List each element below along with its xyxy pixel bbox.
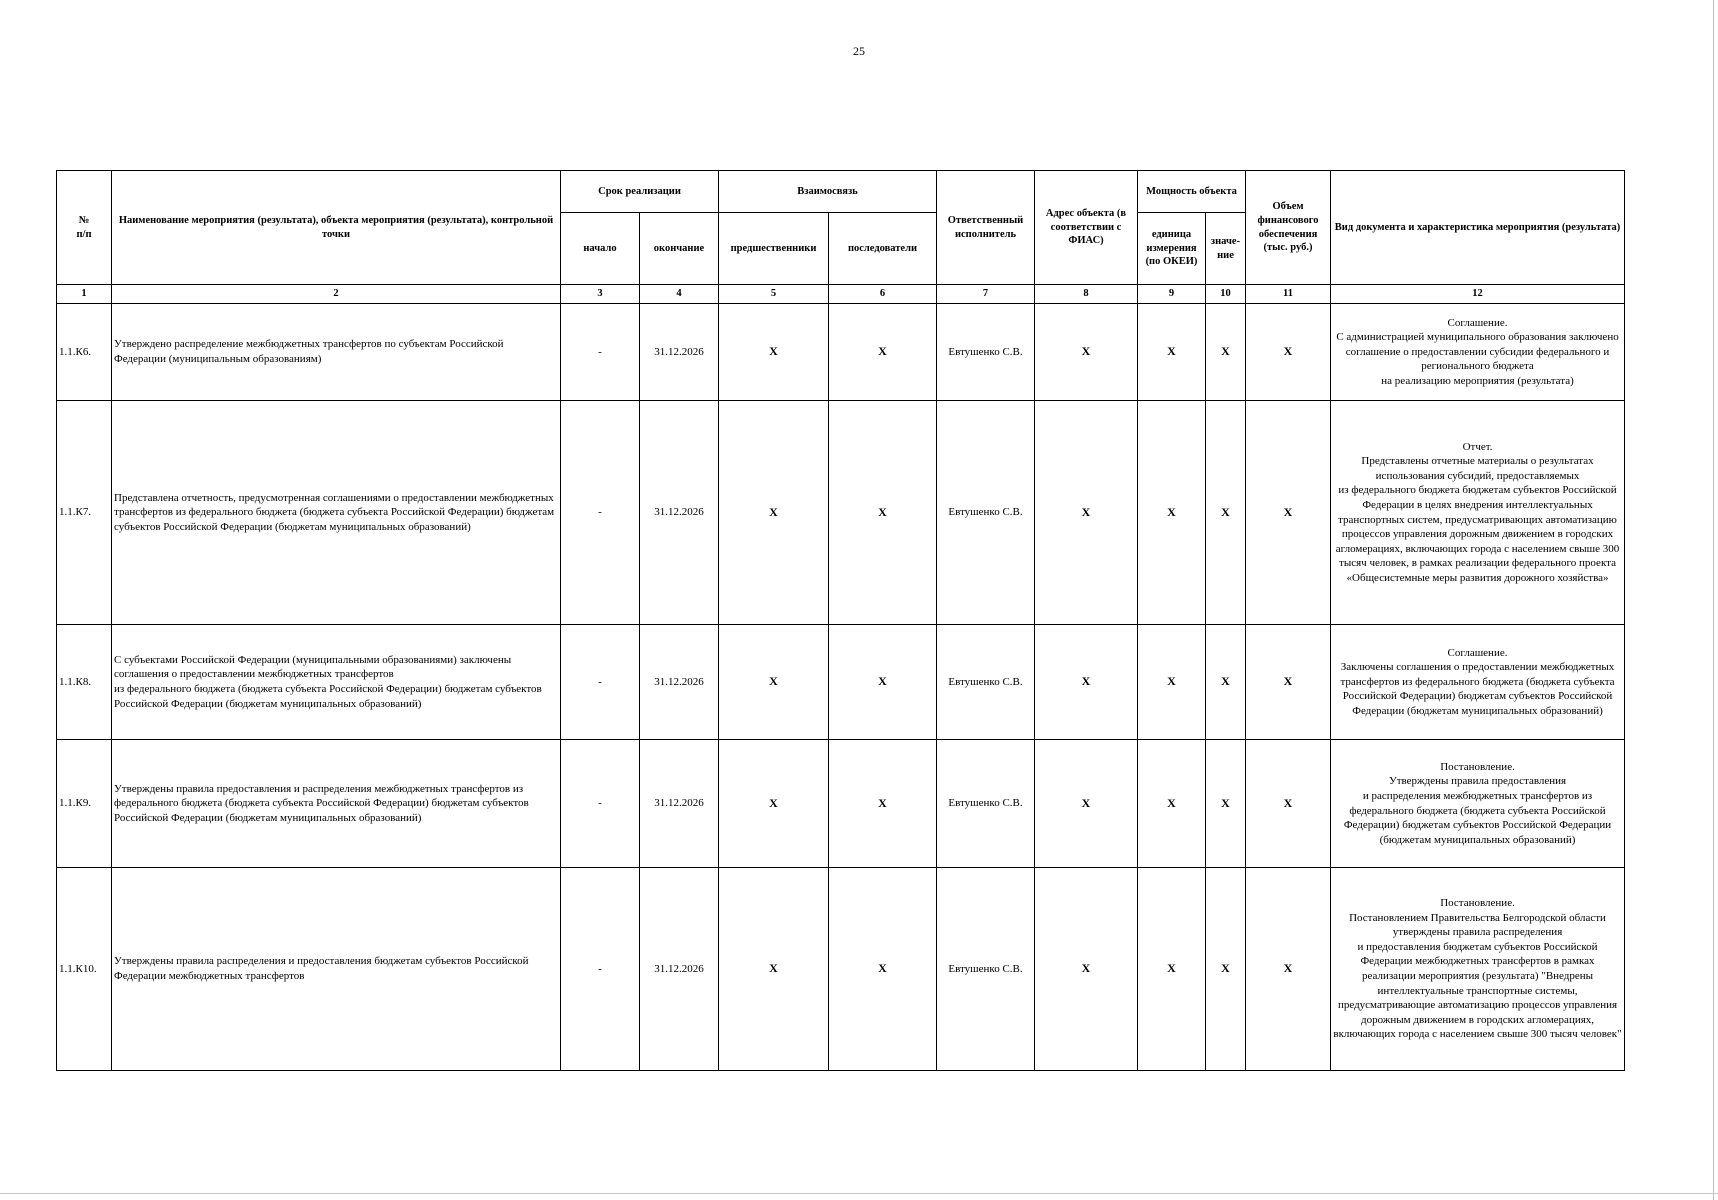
sheet-edge [1713, 0, 1714, 1200]
row-name: Представлена отчетность, предусмотренная соглашениями о предоставлении межбюджетных трансфертов из федерального бюджета (бюджета субъекта Российской Федерации) бюджетам субъектов Российской Федерации (бюджетам муниципальных образований) [112, 401, 561, 625]
column-number: 6 [829, 285, 937, 304]
table-row [57, 304, 1625, 401]
row-name: Утверждены правила предоставления и распределения межбюджетных трансфертов из федерального бюджета (бюджета субъекта Российской Федерации) бюджетам субъектов Российской Федерации (бюджетам муниципальных образований) [112, 740, 561, 868]
row-finance: X [1246, 625, 1331, 740]
row-start: - [561, 304, 640, 401]
row-end: 31.12.2026 [640, 304, 719, 401]
row-unit: X [1138, 868, 1206, 1071]
row-finance: X [1246, 740, 1331, 868]
row-unit: X [1138, 625, 1206, 740]
row-name: Утверждено распределение межбюджетных трансфертов по субъектам Российской Федерации (муниципальным образованиям) [112, 304, 561, 401]
row-predecessors: X [719, 740, 829, 868]
row-address: X [1035, 401, 1138, 625]
row-value: X [1206, 868, 1246, 1071]
sheet-edge [0, 1193, 1718, 1194]
row-start: - [561, 625, 640, 740]
row-id: 1.1.К10. [57, 868, 112, 1071]
row-successors: X [829, 740, 937, 868]
row-doc: Соглашение. Заключены соглашения о предоставлении межбюджетных трансфертов из федерального бюджета (бюджета субъекта Российской Федерации) бюджетам субъектов Российской Федерации (бюджетам муниципальных образований) [1331, 625, 1625, 740]
header-term-end: окончание [640, 213, 719, 285]
row-end: 31.12.2026 [640, 868, 719, 1071]
column-numbers-row [57, 285, 1625, 304]
page-number: 25 [853, 44, 865, 58]
row-unit: X [1138, 740, 1206, 868]
row-finance: X [1246, 401, 1331, 625]
row-finance: X [1246, 868, 1331, 1071]
row-doc: Постановление. Утверждены правила предоставления и распределения межбюджетных трансфертов из федерального бюджета (бюджета субъекта Российской Федерации) бюджетам субъектов Российской Федерации (бюджетам муниципальных образований) [1331, 740, 1625, 868]
header-responsible: Ответственный исполнитель [937, 171, 1035, 285]
header-capacity: Мощность объекта [1138, 171, 1246, 213]
row-doc: Соглашение. С администрацией муниципального образования заключено соглашение о предоставлении субсидии федерального и регионального бюджета на реализацию мероприятия (результата) [1331, 304, 1625, 401]
column-number: 7 [937, 285, 1035, 304]
table-row [57, 401, 1625, 625]
row-predecessors: X [719, 401, 829, 625]
row-id: 1.1.К8. [57, 625, 112, 740]
row-predecessors: X [719, 304, 829, 401]
row-name: Утверждены правила распределения и предоставления бюджетам субъектов Российской Федерации межбюджетных трансфертов [112, 868, 561, 1071]
header-successors: последователи [829, 213, 937, 285]
header-doc-type: Вид документа и характеристика мероприятия (результата) [1331, 171, 1625, 285]
column-number: 3 [561, 285, 640, 304]
header-num: № п/п [57, 171, 112, 285]
row-id: 1.1.К9. [57, 740, 112, 868]
table-row [57, 740, 1625, 868]
row-end: 31.12.2026 [640, 740, 719, 868]
column-number: 9 [1138, 285, 1206, 304]
row-responsible: Евтушенко С.В. [937, 740, 1035, 868]
row-address: X [1035, 625, 1138, 740]
row-address: X [1035, 868, 1138, 1071]
row-responsible: Евтушенко С.В. [937, 625, 1035, 740]
row-start: - [561, 740, 640, 868]
row-successors: X [829, 625, 937, 740]
row-id: 1.1.К6. [57, 304, 112, 401]
header-term: Срок реализации [561, 171, 719, 213]
row-end: 31.12.2026 [640, 625, 719, 740]
column-number: 12 [1331, 285, 1625, 304]
row-successors: X [829, 401, 937, 625]
row-responsible: Евтушенко С.В. [937, 401, 1035, 625]
row-address: X [1035, 740, 1138, 868]
column-number: 2 [112, 285, 561, 304]
row-doc: Отчет. Представлены отчетные материалы о результатах использования субсидий, предоставляемых из федерального бюджета бюджетам субъектов Российской Федерации в целях внедрения интеллектуальных транспортных систем, предусматривающих автоматизацию процессов управления дорожным движением в городских агломерациях, включающих города с населением свыше 300 тысяч человек, в рамках реализации федерального проекта «Общесистемные меры развития дорожного хозяйства» [1331, 401, 1625, 625]
column-number: 4 [640, 285, 719, 304]
header-name: Наименование мероприятия (результата), объекта мероприятия (результата), контрольной точки [112, 171, 561, 285]
row-end: 31.12.2026 [640, 401, 719, 625]
column-number: 5 [719, 285, 829, 304]
table-row [57, 868, 1625, 1071]
row-doc: Постановление. Постановлением Правительства Белгородской области утверждены правила распределения и предоставления бюджетам субъектов Российской Федерации межбюджетных трансфертов в рамках реализации мероприятия (результата) "Внедрены интеллектуальные транспортные системы, предусматривающие автоматизацию процессов управления дорожным движением в городских агломерациях, включающих города с населением свыше 300 тысяч человек" [1331, 868, 1625, 1071]
column-number: 11 [1246, 285, 1331, 304]
header-relation: Взаимосвязь [719, 171, 937, 213]
row-value: X [1206, 304, 1246, 401]
row-unit: X [1138, 401, 1206, 625]
row-name: С субъектами Российской Федерации (муниципальными образованиями) заключены соглашения о предоставлении межбюджетных трансфертов из федерального бюджета (бюджета субъекта Российской Федерации) бюджетам субъектов Российской Федерации (бюджетам муниципальных образований) [112, 625, 561, 740]
table-row [57, 625, 1625, 740]
row-finance: X [1246, 304, 1331, 401]
row-id: 1.1.К7. [57, 401, 112, 625]
header-predecessors: предшественники [719, 213, 829, 285]
row-predecessors: X [719, 868, 829, 1071]
header-value: значе-ние [1206, 213, 1246, 285]
row-value: X [1206, 401, 1246, 625]
header-finance: Объем финансового обеспечения (тыс. руб.) [1246, 171, 1331, 285]
header-address: Адрес объекта (в соответствии с ФИАС) [1035, 171, 1138, 285]
row-predecessors: X [719, 625, 829, 740]
row-successors: X [829, 868, 937, 1071]
row-successors: X [829, 304, 937, 401]
row-responsible: Евтушенко С.В. [937, 304, 1035, 401]
row-start: - [561, 401, 640, 625]
table-header [57, 171, 1625, 285]
row-address: X [1035, 304, 1138, 401]
column-number: 10 [1206, 285, 1246, 304]
row-start: - [561, 868, 640, 1071]
header-term-start: начало [561, 213, 640, 285]
column-number: 1 [57, 285, 112, 304]
activities-table [56, 170, 1625, 1071]
row-value: X [1206, 625, 1246, 740]
column-number: 8 [1035, 285, 1138, 304]
row-responsible: Евтушенко С.В. [937, 868, 1035, 1071]
row-value: X [1206, 740, 1246, 868]
header-unit: единица измерения (по ОКЕИ) [1138, 213, 1206, 285]
row-unit: X [1138, 304, 1206, 401]
